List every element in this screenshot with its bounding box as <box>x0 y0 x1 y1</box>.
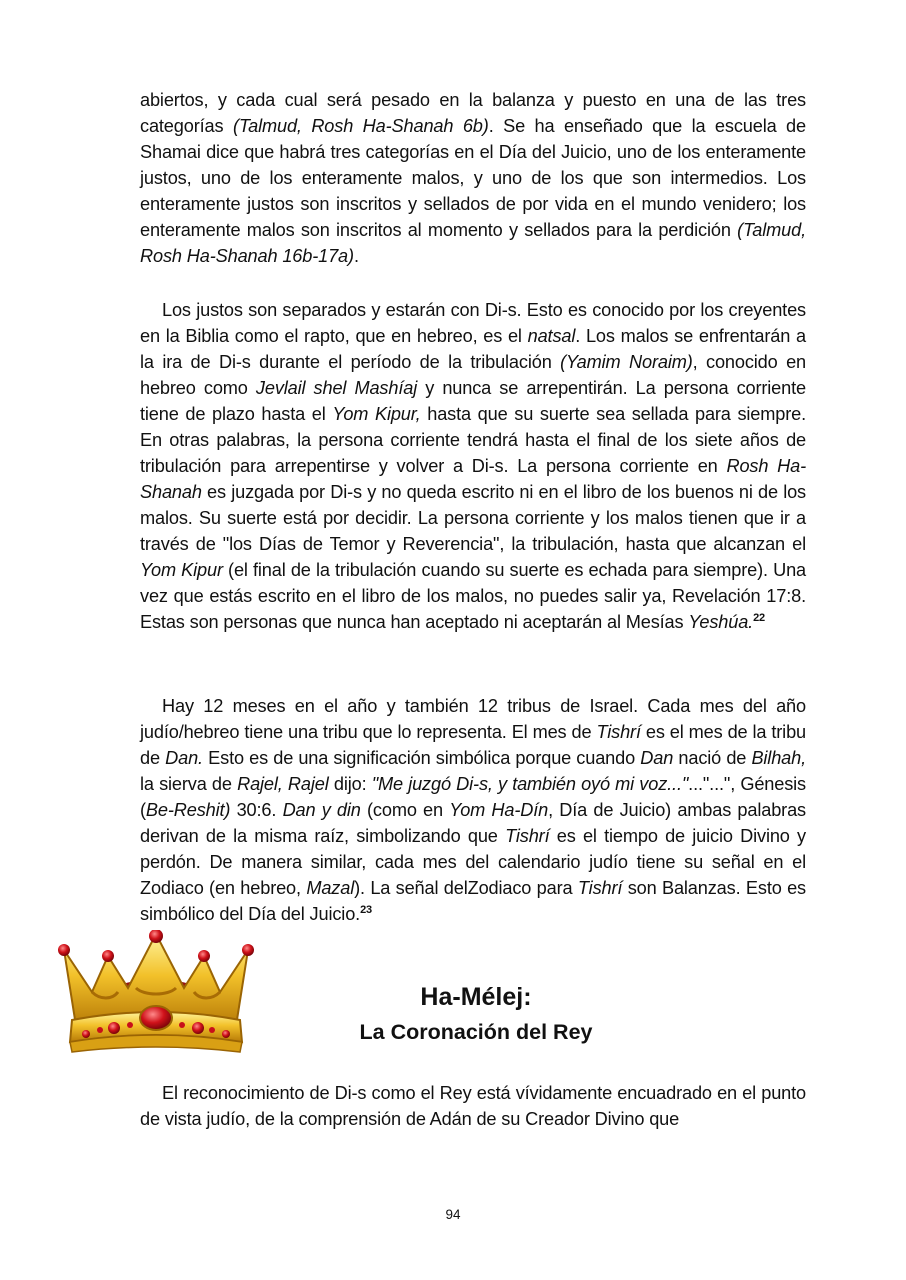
text-run: (el final de la tribulación cuando su suerte es echada para siempre). Una vez que estás escrito en el libro de los malos, no puedes salir ya, Revelación 17:8. Estas son personas que nunca han aceptado ni aceptarán al Mesías <box>140 560 806 632</box>
italic-text-run: Tishrí <box>577 878 623 898</box>
text-run: El reconocimiento de Di-s como el Rey está vívidamente encuadrado en el punto de vista judío, de la comprensión de Adán de su Creador Divino que <box>140 1083 806 1129</box>
footnote-marker: 23 <box>360 904 373 916</box>
text-run: . Los malos se enfrentarán a la ira de Di-s durante el período de la tribulación <box>140 326 806 372</box>
text-run: es el mes de la tribu de <box>140 722 806 768</box>
text-run: dijo: <box>328 774 372 794</box>
italic-text-run: Tishrí <box>596 722 641 742</box>
italic-text-run: Jevlail shel Mashíaj <box>255 378 418 398</box>
text-run: nació de <box>673 748 752 768</box>
text-run: ). La señal delZodiaco para <box>354 878 578 898</box>
paragraph-3 <box>140 693 806 927</box>
paragraph-1 <box>140 87 806 269</box>
italic-text-run: Tishrí <box>505 826 550 846</box>
crown-icon <box>56 930 256 1062</box>
footnote-marker: 22 <box>753 612 765 624</box>
text-run: Los justos son separados y estarán con Di-s. Esto es conocido por los creyentes en la Biblia como el rapto, que en hebreo, es el <box>140 300 806 346</box>
italic-text-run: Rajel, Rajel <box>237 774 329 794</box>
text-run: y nunca se arrepentirán. La persona corriente tiene de plazo hasta el <box>140 378 806 424</box>
text-run: . <box>353 246 359 266</box>
italic-text-run: (Talmud, Rosh Ha-Shanah 16b-17a) <box>140 220 806 266</box>
text-run: ..."...", Génesis ( <box>140 774 807 820</box>
text-run: es juzgada por Di-s y no queda escrito ni en el libro de los buenos ni de los malos. Su suerte está por decidir. La persona corriente y los malos tienen que ir a través de "los Días de Temor y Reverencia", la tribulación, hasta que alcanzan el <box>140 482 806 554</box>
italic-text-run: Yeshúa. <box>688 612 754 632</box>
italic-text-run: Dan y din <box>282 800 361 820</box>
italic-text-run: Dan. <box>165 748 203 768</box>
italic-text-run: (Talmud, Rosh Ha-Shanah 6b) <box>232 116 489 136</box>
section-subtitle: La Coronación del Rey <box>359 1020 593 1044</box>
italic-text-run: Be-Reshit) <box>145 800 231 820</box>
text-run: . Se ha enseñado que la escuela de Shamai dice que habrá tres categorías en el Día del Juicio, uno de los enteramente justos, uno de los enteramente malos, y uno de los que son intermedios. Los enteramente justos son inscritos y sellados de por vida en el mundo venidero; los enteramente malos son inscritos al momento y sellados para la perdición <box>140 116 806 240</box>
text-run: hasta que su suerte sea sellada para siempre. En otras palabras, la persona corriente tendrá hasta el final de los siete años de tribulación para arrepentirse y volver a Di-s. La persona corriente en <box>140 404 806 476</box>
italic-text-run: "Me juzgó Di-s, y también oyó mi voz..." <box>371 774 689 794</box>
italic-text-run: Mazal <box>306 878 355 898</box>
section-title: Ha-Mélej: <box>420 983 532 1011</box>
text-run: 30:6. <box>230 800 283 820</box>
text-run: , conocido en hebreo como <box>140 352 806 398</box>
italic-text-run: Rosh Ha-Shanah <box>140 456 806 502</box>
text-run: Hay 12 meses en el año y también 12 tribus de Israel. Cada mes del año judío/hebreo tiene una tribu que lo representa. El mes de <box>140 696 806 742</box>
italic-text-run: Yom Ha-Dín <box>449 800 549 820</box>
text-run: , Día de Juicio) ambas palabras derivan de la misma raíz, simbolizando que <box>140 800 806 846</box>
paragraph-4 <box>140 1080 806 1132</box>
page-number: 94 <box>445 1207 461 1222</box>
italic-text-run: Yom Kipur <box>140 560 223 580</box>
paragraph-2 <box>140 297 806 635</box>
italic-text-run: Dan <box>640 748 674 768</box>
text-run: Esto es de una significación simbólica porque cuando <box>202 748 641 768</box>
text-run: (como en <box>360 800 450 820</box>
text-run: es el tiempo de juicio Divino y perdón. De manera similar, cada mes del calendario judío tiene su señal en el Zodiaco (en hebreo, <box>140 826 806 898</box>
italic-text-run: natsal <box>527 326 576 346</box>
text-run: la sierva de <box>140 774 238 794</box>
italic-text-run: (Yamim Noraim) <box>560 352 693 372</box>
italic-text-run: Yom Kipur, <box>332 404 421 424</box>
italic-text-run: Bilhah, <box>751 748 806 768</box>
text-run: abiertos, y cada cual será pesado en la balanza y puesto en una de las tres categorías <box>140 90 806 136</box>
text-run: son Balanzas. Esto es simbólico del Día del Juicio. <box>140 878 807 924</box>
